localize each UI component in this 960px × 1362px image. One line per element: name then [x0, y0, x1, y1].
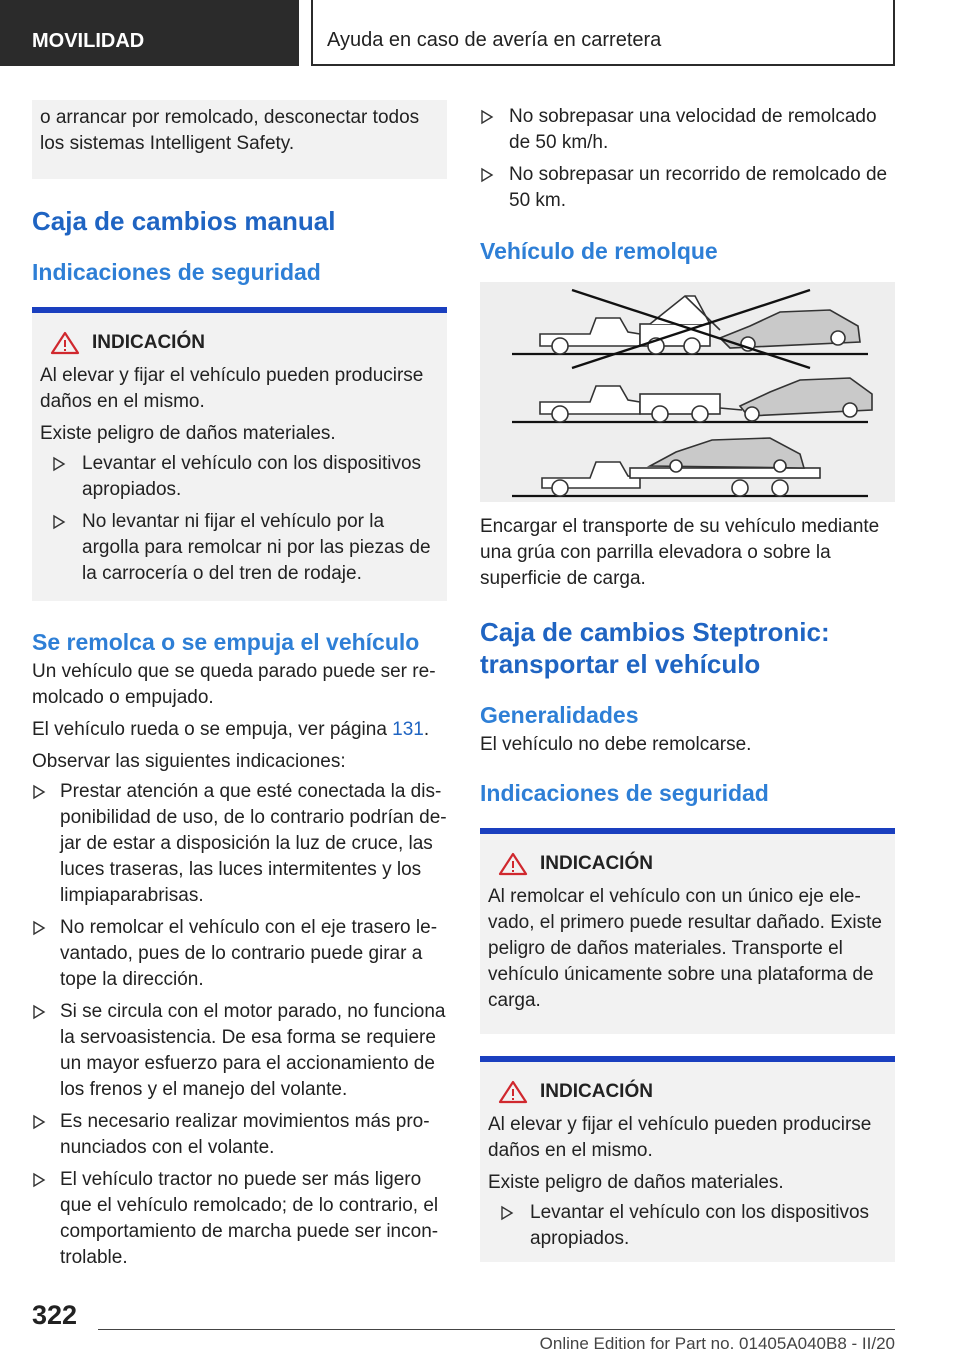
- list-item: Levantar el vehículo con los dispositivos apropiados.: [500, 1200, 887, 1252]
- left-column: [32, 100, 447, 1271]
- heading-towed-pushed: Se remolca o se empuja el vehículo: [32, 629, 420, 655]
- notice-text: Al remolcar el vehículo con un único eje elevado, el primero puede resultar dañado. Existe peligro de daños materiales. Transporte el vehículo únicamente sobre una plataforma de carga.: [488, 886, 882, 1011]
- bullet-triangle-icon: [52, 455, 66, 473]
- notice-title: INDICACIÓN: [540, 853, 653, 874]
- paragraph: Encargar el transporte de su vehículo mediante una grúa con parrilla elevadora o sobre la superficie de carga.: [480, 516, 880, 589]
- list-item: No sobrepasar un recorrido de remolcado de 50 km.: [480, 162, 895, 214]
- list-item: No remolcar el vehículo con el eje trasero levantado, pues de lo contrario puede girar a tope la dirección.: [32, 915, 447, 993]
- bullet-triangle-icon: [480, 108, 494, 126]
- notice-text: Existe peligro de daños materiales.: [488, 1172, 784, 1193]
- bullet-triangle-icon: [52, 513, 66, 531]
- bullet-triangle-icon: [32, 919, 46, 937]
- notice-title-row: [40, 313, 439, 355]
- notice-title: INDICACIÓN: [92, 332, 205, 353]
- list-item: Es necesario realizar movimientos más pronunciados con el volante.: [32, 1109, 447, 1161]
- chapter-title: Ayuda en caso de avería en carretera: [311, 0, 895, 66]
- notice-box: [480, 828, 895, 1034]
- right-column: [480, 100, 895, 1262]
- bullet-triangle-icon: [480, 166, 494, 184]
- notice-list: [488, 1200, 887, 1252]
- intro-note-text: o arrancar por remolcado, desconectar todos los sistemas Intelligent Safety.: [40, 107, 420, 154]
- warning-triangle-icon: [50, 331, 80, 355]
- notice-text: Al elevar y fijar el vehículo pueden producirse daños en el mismo.: [488, 1114, 872, 1161]
- bullet-triangle-icon: [32, 1113, 46, 1131]
- heading-tow-vehicle: Vehículo de remolque: [480, 238, 718, 264]
- notice-box: [480, 1056, 895, 1262]
- list-item: Levantar el vehículo con los dispositivos apropiados.: [52, 451, 439, 503]
- towing-instructions-list: [32, 779, 447, 1271]
- list-item: Si se circula con el motor parado, no funciona la servoasistencia. De esa forma se requiere un mayor esfuerzo para el accionamiento de los frenos y el manejo del volante.: [32, 999, 447, 1103]
- tow-truck-diagram-icon: [480, 282, 895, 502]
- list-item: No levantar ni fijar el vehículo por la argolla para remolcar ni por las piezas de la carrocería o del tren de rodaje.: [52, 509, 439, 587]
- intro-note-box: [32, 100, 447, 179]
- heading-general: Generalidades: [480, 702, 639, 728]
- bullet-triangle-icon: [32, 783, 46, 801]
- notice-title-row: [488, 1062, 887, 1104]
- list-item: Prestar atención a que esté conectada la disponibilidad de uso, de lo contrario podrían dejar de estar a disposición la luz de cruce, las luces traseras, las luces intermitentes y los limpiaparabrisas.: [32, 779, 447, 909]
- page-link[interactable]: 131: [392, 719, 424, 740]
- section-tab: MOVILIDAD: [0, 0, 299, 66]
- tow-truck-illustration: [480, 282, 895, 502]
- bullet-triangle-icon: [32, 1003, 46, 1021]
- notice-text: Al elevar y fijar el vehículo pueden producirse daños en el mismo.: [40, 365, 424, 412]
- heading-manual-gearbox: Caja de cambios manual: [32, 206, 336, 236]
- footer-divider: [98, 1329, 895, 1330]
- paragraph: El vehículo rueda o se empuja, ver página 131.: [32, 719, 430, 740]
- heading-safety-notes: Indicaciones de seguridad: [480, 780, 769, 806]
- list-item: El vehículo tractor no puede ser más ligero que el vehículo remolcado; de lo contrario, el comportamiento de marcha puede ser incontrolable.: [32, 1167, 447, 1271]
- bullet-triangle-icon: [32, 1171, 46, 1189]
- paragraph: Observar las siguientes indicaciones:: [32, 751, 346, 772]
- list-item: No sobrepasar una velocidad de remolcado de 50 km/h.: [480, 104, 895, 156]
- edition-note: Online Edition for Part no. 01405A040B8 - II/20: [539, 1334, 895, 1353]
- heading-safety-notes: Indicaciones de seguridad: [32, 259, 321, 285]
- paragraph: Un vehículo que se queda parado puede ser remolcado o empujado.: [32, 661, 436, 708]
- page-number: 322: [32, 1300, 78, 1330]
- warning-triangle-icon: [498, 852, 528, 876]
- notice-text: Existe peligro de daños materiales.: [40, 423, 336, 444]
- page-header: [0, 0, 960, 66]
- paragraph: El vehículo no debe remolcarse.: [480, 734, 752, 755]
- heading-steptronic: Caja de cambios Steptronic: transportar el vehículo: [480, 617, 830, 679]
- notice-title: INDICACIÓN: [540, 1081, 653, 1102]
- notice-list: [40, 451, 439, 587]
- notice-title-row: [488, 834, 887, 876]
- speed-limits-list: [480, 104, 895, 214]
- bullet-triangle-icon: [500, 1204, 514, 1222]
- notice-box: [32, 307, 447, 601]
- warning-triangle-icon: [498, 1080, 528, 1104]
